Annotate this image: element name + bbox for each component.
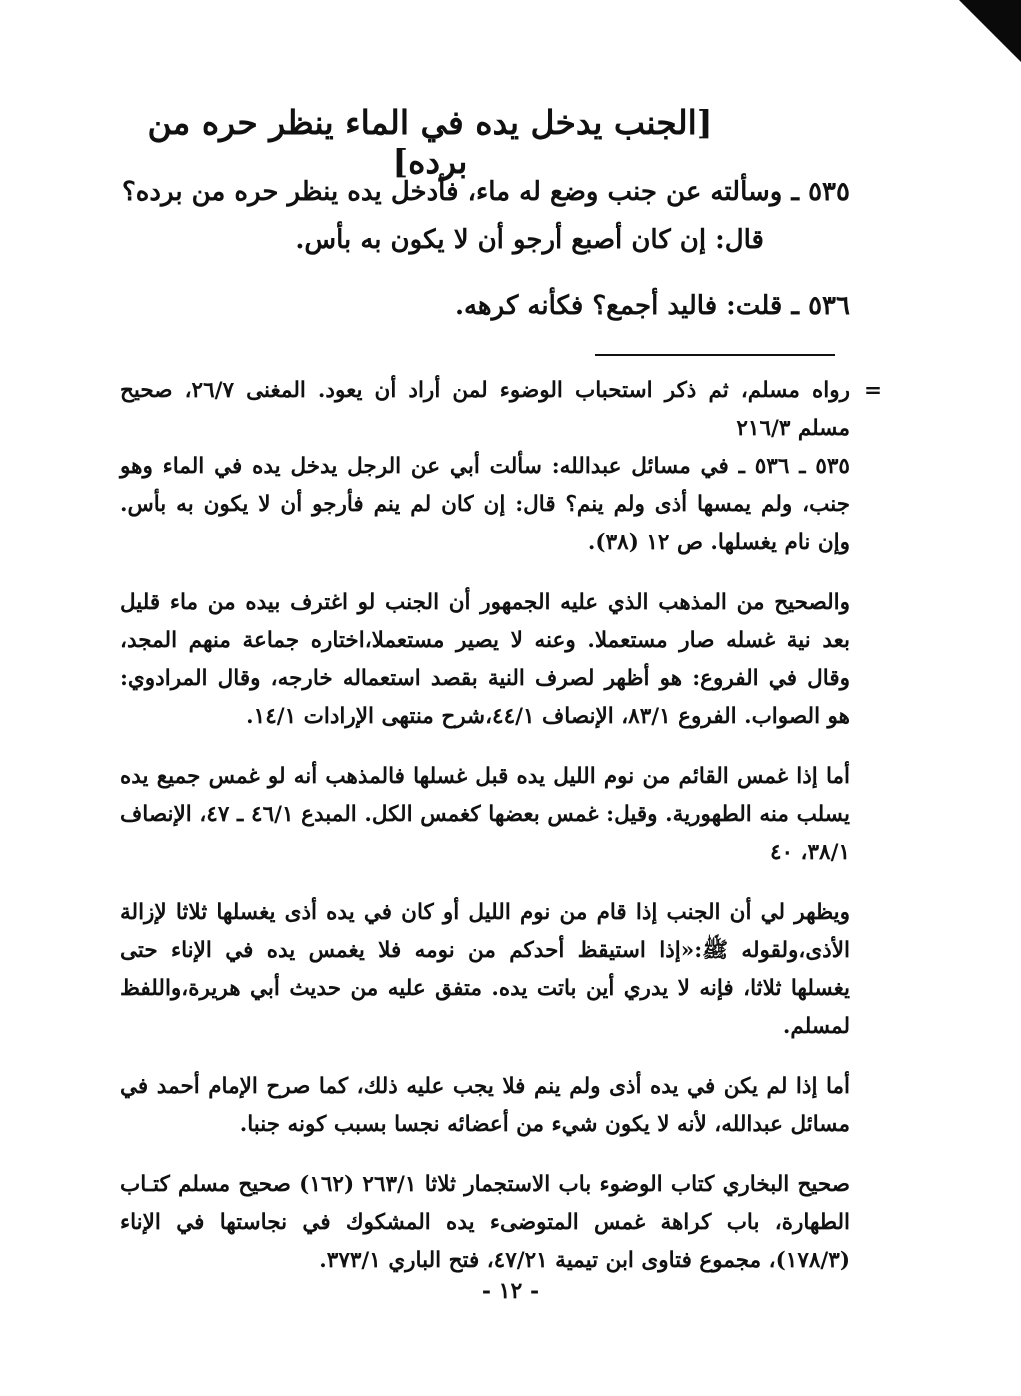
entry-line: قلت: فاليد أجمع؟ فكأنه كرهه.	[454, 291, 783, 321]
footnote-continuation	[120, 372, 882, 448]
scan-corner-mark	[959, 0, 1021, 62]
footnote-paragraph: والصحيح من المذهب الذي عليه الجمهور أن الجنب لو اغترف بيده من ماء قليل بعد نية غسله صار مستعملا. وعنه لا يصير مستعملا،اختاره جماعة منهم المجد، وقال في الفروع: هو أظهر لصرف النية بقصد استعماله خارجه، وقال المرادوي: هو الصواب. الفروع ٨٣/١، الإنصاف ٤٤/١،شرح منتهى الإرادات ١٤/١.	[120, 590, 850, 729]
page-number: - ١٢ -	[481, 1278, 540, 1304]
entry-535	[120, 168, 850, 216]
footnote-first: في مسائل عبدالله: سألت أبي عن الرجل يدخل يده في الماء وهو جنب، ولم يمسها أذى ولم ينم؟ قال: إن كان لم ينم فأرجو أن لا يكون به بأس. وإن نام يغسلها. ص ١٢ (٣٨).	[120, 454, 850, 555]
entry-line: قال: إن كان أصبع أرجو أن لا يكون به بأس.	[295, 225, 764, 255]
footnote-paragraph: ويظهر لي أن الجنب إذا قام من نوم الليل أو كان في يده أذى يغسلها ثلاثا لإزالة الأذى،ولقوله ﷺ:«إذا استيقظ أحدكم من نومه فلا يغمس يده في الإناء حتى يغسلها ثلاثا، فإنه لا يدري أين باتت يده. متفق عليه من حديث أبي هريرة،واللفظ لمسلم.	[120, 900, 850, 1039]
main-text	[120, 168, 850, 330]
footnote-paragraph: أما إذا لم يكن في يده أذى ولم ينم فلا يجب عليه ذلك، كما صرح الإمام أحمد في مسائل عبدالله، لأنه لا يكون شيء من أعضائه نجسا بسبب كونه جنبا.	[120, 1074, 850, 1137]
footnote-535-536	[120, 448, 850, 562]
footnote-separator	[595, 354, 835, 356]
entry-line: وسألته عن جنب وضع له ماء، فأدخل يده ينظر حره من برده؟	[121, 177, 783, 207]
footnote-label: ٥٣٥ ـ ٥٣٦ ـ	[738, 454, 850, 479]
continuation-marker: =	[863, 378, 882, 403]
entry-536	[120, 282, 850, 330]
entry-number: ٥٣٦ ـ	[791, 291, 850, 321]
footnotes	[120, 372, 882, 1280]
footnote-paragraph: صحيح البخاري كتاب الوضوء باب الاستجمار ثلاثا ٢٦٣/١ (١٦٢) صحيح مسلم كتـاب الطهارة، باب كراهة غمس المتوضىء يده المشكوك في نجاستها في الإناء (١٧٨/٣)، مجموع فتاوى ابن تيمية ٤٧/٢١، فتح الباري ٣٧٣/١.	[120, 1172, 850, 1273]
entry-535-answer	[120, 216, 850, 264]
entry-number: ٥٣٥ ـ	[791, 177, 850, 207]
footnote-text	[120, 448, 850, 562]
footnote-text: رواه مسلم، ثم ذكر استحباب الوضوء لمن أراد أن يعود. المغنى ٢٦/٧، صحيح مسلم ٢١٦/٣	[120, 378, 850, 441]
section-title: [الجنب يدخل يده في الماء ينظر حره من برده]	[147, 103, 713, 181]
footnote-paragraph: أما إذا غمس القائم من نوم الليل يده قبل غسلها فالمذهب أنه لو غمس جميع يده يسلب منه الطهورية. وقيل: غمس بعضها كغمس الكل. المبدع ٤٦/١ ـ ٤٧، الإنصاف ٣٨/١، ٤٠	[120, 764, 850, 865]
